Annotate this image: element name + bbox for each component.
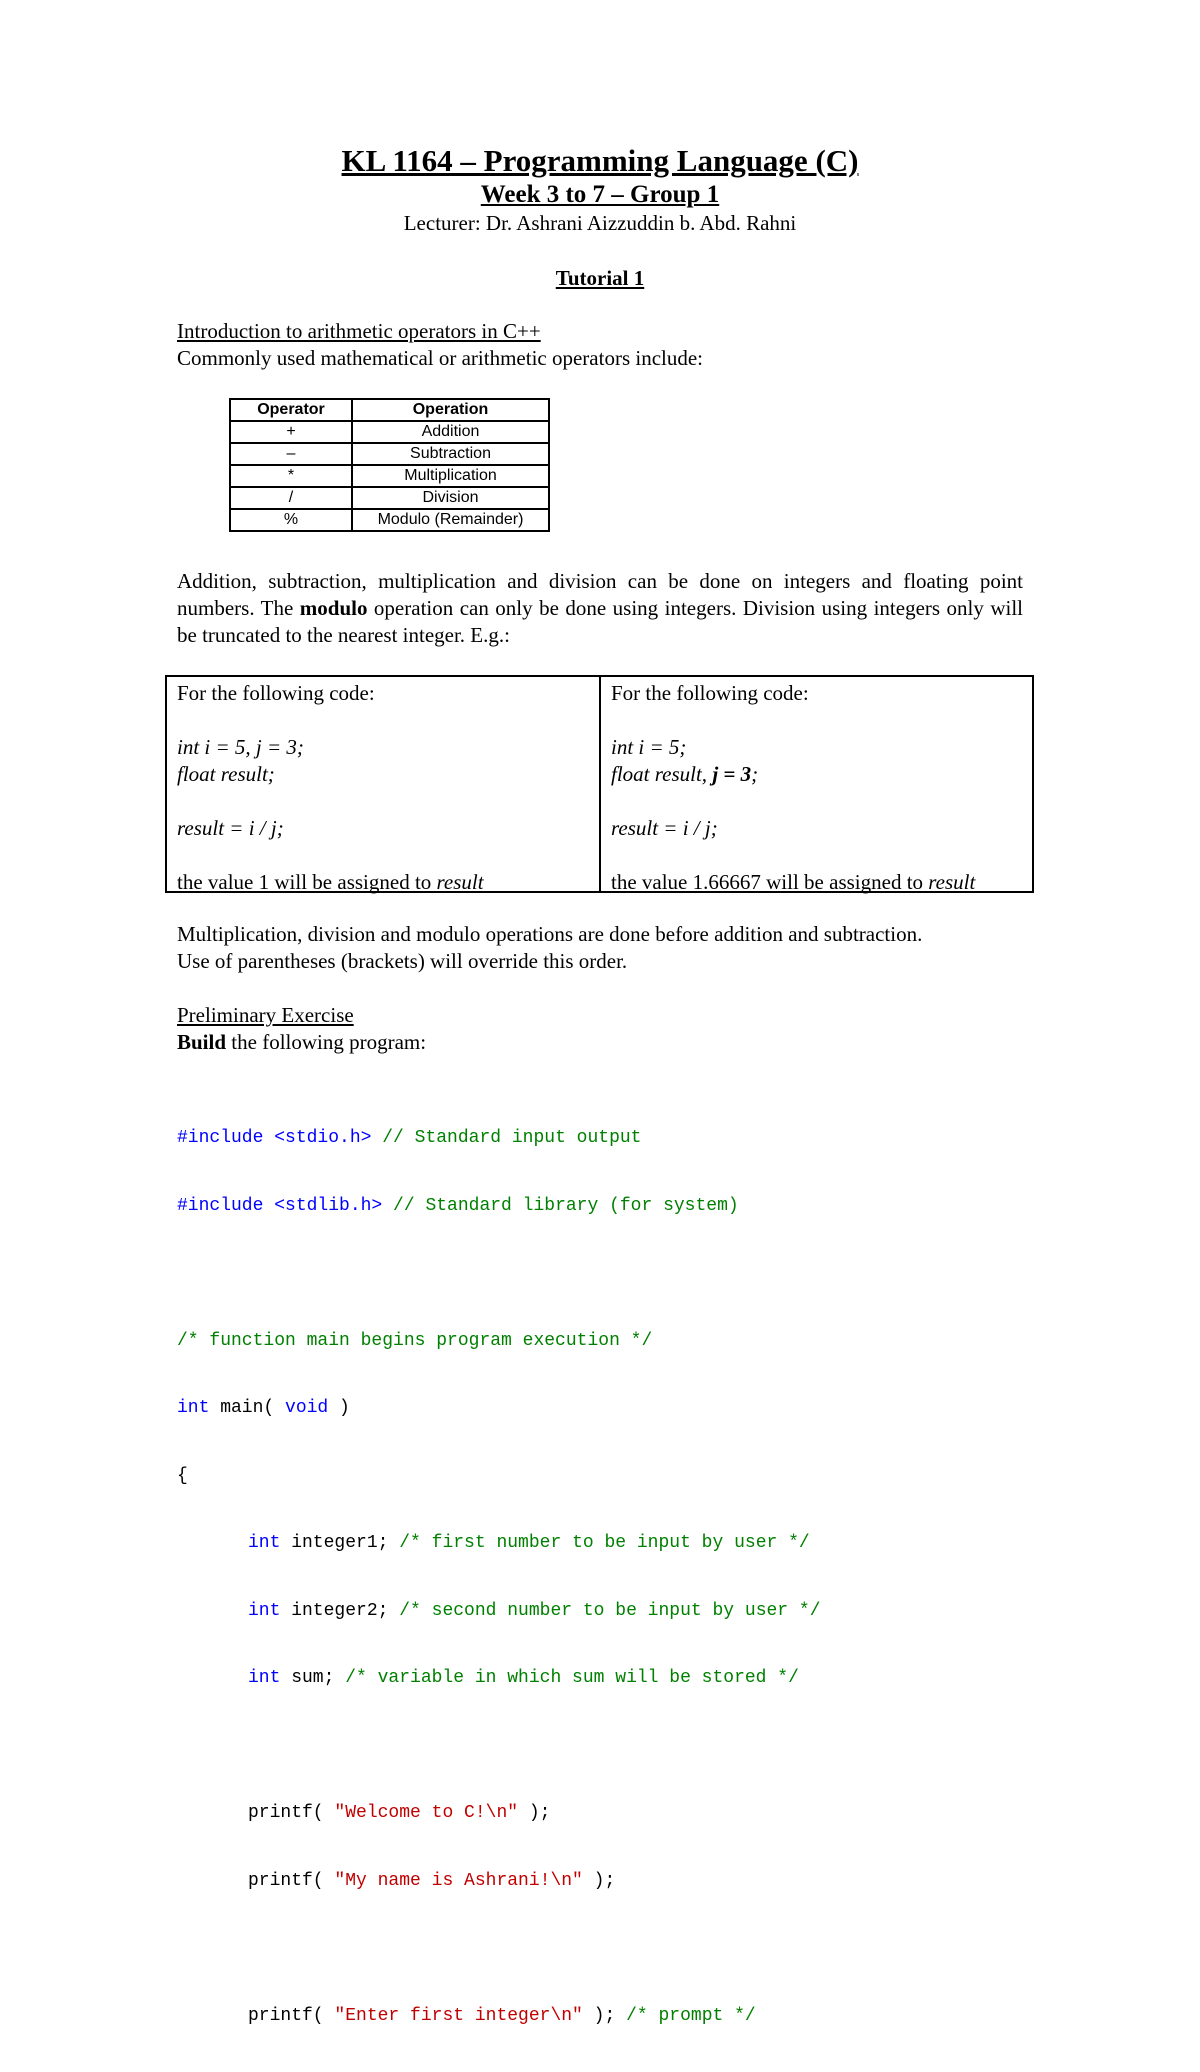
code-comment: /* second number to be input by user */ [399, 1600, 821, 1621]
instruction-text: the following program: [226, 1030, 427, 1054]
build-bold: Build [177, 1030, 227, 1054]
code-comment: // Standard input output [371, 1128, 642, 1148]
code-line [177, 1330, 821, 1353]
code-line [177, 1532, 821, 1555]
operation-cell: Division [352, 487, 549, 509]
code-comment: /* function main begins program execution */ [177, 1330, 653, 1351]
result-variable: result [928, 870, 976, 894]
code-line [177, 1397, 821, 1420]
table-row [230, 421, 549, 443]
code-comment: /* prompt */ [626, 2005, 756, 2026]
code-text: integer1; [280, 1533, 400, 1553]
example-code-line [611, 761, 1022, 788]
example-code-line: int i = 5; [611, 735, 687, 759]
code-string: "Welcome to C!\n" [334, 1803, 519, 1823]
operator-cell: % [230, 509, 352, 531]
code-line [177, 1600, 821, 1623]
tutorial-heading: Tutorial 1 [555, 266, 645, 290]
paragraph-precedence-1: Multiplication, division and modulo operations are done before addition and subtraction. [177, 922, 923, 946]
example-code-line: int i = 5, j = 3; [177, 735, 304, 759]
code-line [177, 2005, 821, 2028]
result-text: the value 1.66667 will be assigned to [611, 870, 929, 894]
operation-cell: Multiplication [352, 465, 549, 487]
code-block [177, 1082, 821, 2072]
table-row [230, 443, 549, 465]
example-intro: For the following code: [611, 681, 809, 705]
examples-box [165, 675, 1034, 893]
exercise-heading: Preliminary Exercise [177, 1003, 354, 1027]
example-left [167, 677, 601, 894]
code-line [177, 1802, 821, 1825]
code-keyword: int [248, 1533, 281, 1553]
code-line [177, 1667, 821, 1690]
table-row [230, 487, 549, 509]
code-comment: /* variable in which sum will be stored */ [345, 1668, 799, 1688]
document-title: KL 1164 – Programming Language (C) [341, 143, 859, 178]
code-fragment: ; [751, 762, 759, 786]
operator-cell: * [230, 465, 352, 487]
code-comment: /* first number to be input by user */ [399, 1533, 810, 1553]
code-line [177, 1195, 821, 1218]
code-comment: // Standard library (for system) [382, 1195, 739, 1216]
code-keyword: int [248, 1668, 281, 1688]
document-subtitle: Week 3 to 7 – Group 1 [480, 181, 720, 208]
operation-cell: Addition [352, 421, 549, 443]
code-text: ); [518, 1803, 551, 1823]
code-string: "Enter first integer\n" [334, 2005, 583, 2026]
code-text: ); [582, 1870, 616, 1891]
operators-table [229, 398, 550, 532]
code-text: printf( [248, 1870, 335, 1891]
code-text: sum; [280, 1668, 346, 1688]
operator-cell: / [230, 487, 352, 509]
operation-cell: Subtraction [352, 443, 549, 465]
modulo-bold: modulo [299, 596, 368, 620]
operator-cell: + [230, 421, 352, 443]
intro-text: Commonly used mathematical or arithmetic operators include: [177, 346, 704, 370]
table-row [230, 509, 549, 531]
paragraph-text: Addition, subtraction, multiplication and division can be done on integers and floating point numbers. The [177, 569, 1023, 620]
table-header-row [230, 399, 549, 421]
intro-heading: Introduction to arithmetic operators in C++ [177, 319, 541, 343]
code-line [177, 1870, 821, 1893]
example-result [177, 869, 589, 896]
table-header-operator: Operator [230, 399, 352, 421]
code-keyword: #include <stdlib.h> [177, 1195, 383, 1216]
paragraph-text: operation can only be done using integers. Division using integers only will be truncated to the nearest integer. E.g.: [177, 596, 1024, 647]
code-text: ); [582, 2005, 627, 2026]
code-keyword: void [285, 1398, 329, 1418]
code-line [177, 1465, 821, 1488]
code-text: printf( [248, 1803, 335, 1823]
paragraph-precedence-2: Use of parentheses (brackets) will override this order. [177, 949, 628, 973]
code-fragment-bold: j = 3 [712, 762, 752, 786]
table-header-operation: Operation [352, 399, 549, 421]
code-string: "My name is Ashrani!\n" [334, 1870, 583, 1891]
paragraph-arithmetic [177, 568, 1023, 649]
code-fragment: float result, [611, 762, 713, 786]
code-text: main( [209, 1398, 286, 1418]
result-text: the value 1 will be assigned to [177, 870, 437, 894]
code-text: printf( [248, 2005, 335, 2026]
code-text: integer2; [280, 1600, 400, 1621]
operation-cell: Modulo (Remainder) [352, 509, 549, 531]
example-intro: For the following code: [177, 681, 375, 705]
code-text: ) [328, 1398, 350, 1418]
exercise-instruction [177, 1029, 426, 1056]
result-variable: result [436, 870, 484, 894]
operator-cell: – [230, 443, 352, 465]
lecturer-line: Lecturer: Dr. Ashrani Aizzuddin b. Abd. Rahni [403, 211, 797, 235]
example-code-line: float result; [177, 762, 275, 786]
example-code-line: result = i / j; [611, 816, 718, 840]
code-keyword: int [248, 1600, 281, 1621]
table-row [230, 465, 549, 487]
example-result [611, 869, 1022, 896]
example-code-line: result = i / j; [177, 816, 284, 840]
code-keyword: #include <stdio.h> [177, 1128, 372, 1148]
code-keyword: int [177, 1398, 210, 1418]
example-right [601, 677, 1032, 894]
code-line [177, 1127, 821, 1150]
code-text: { [177, 1465, 188, 1486]
